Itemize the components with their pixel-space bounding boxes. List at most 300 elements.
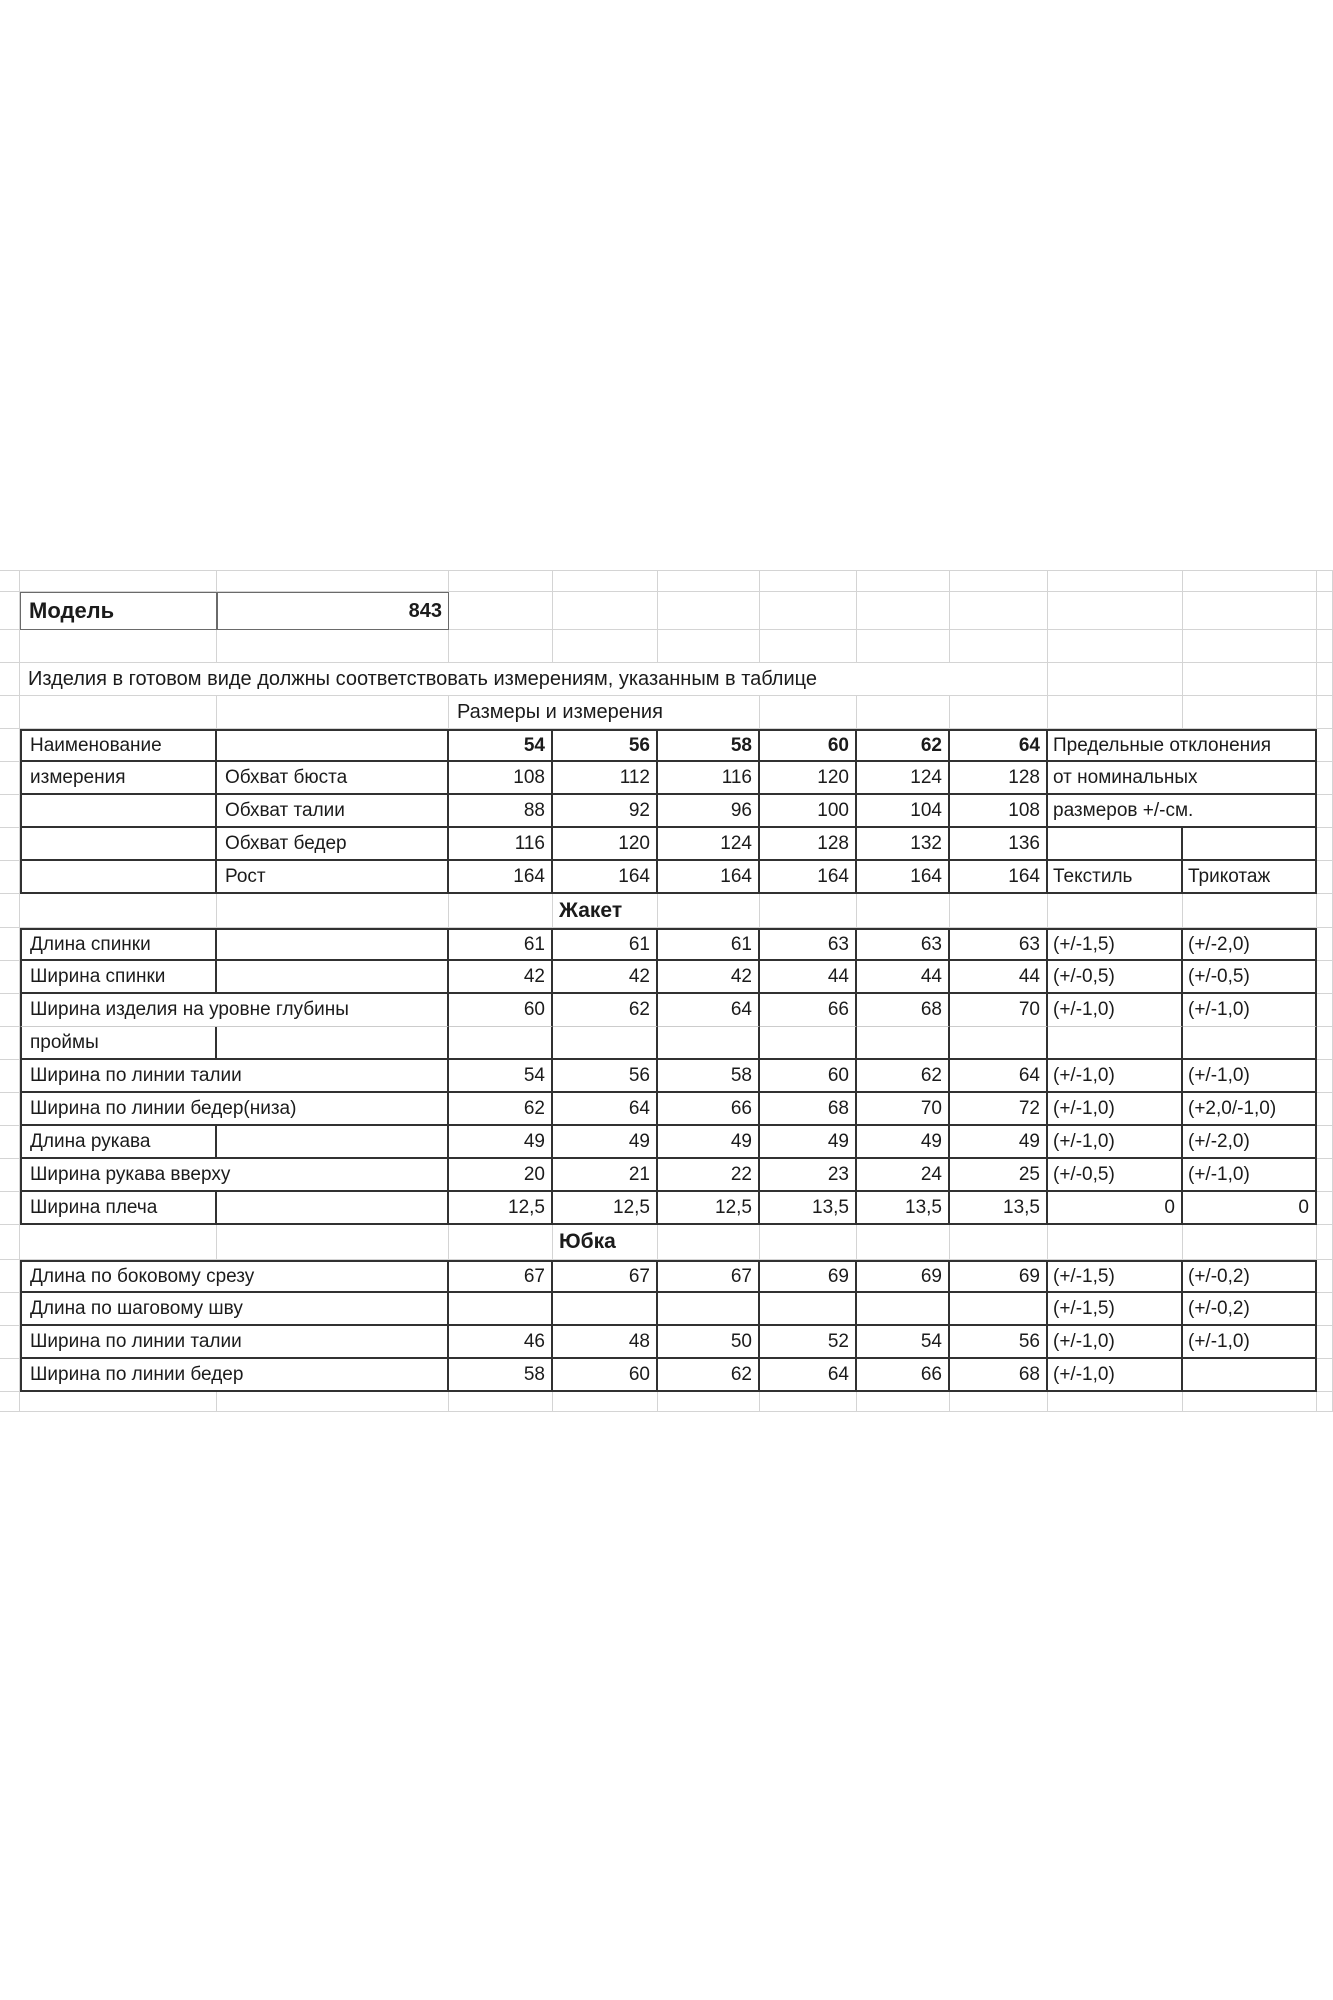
table-row (0, 928, 1333, 961)
grid-cell (658, 1225, 760, 1260)
grid-cell (1048, 696, 1183, 729)
grid-cell (1317, 861, 1333, 894)
grid-cell (1317, 696, 1333, 729)
value-cell: 69 (857, 1260, 950, 1293)
value-cell: 56 (553, 1060, 658, 1093)
value-cell: 20 (449, 1159, 553, 1192)
value-cell: 132 (857, 828, 950, 861)
row-subname-cell (217, 1027, 449, 1060)
value-cell: 128 (760, 828, 857, 861)
tolerance-cell-2: 0 (1183, 1192, 1317, 1225)
header-row (0, 729, 1333, 762)
section-label-skirt: Юбка (553, 1225, 658, 1260)
value-cell: 49 (857, 1126, 950, 1159)
grid-cell (20, 1392, 217, 1412)
grid-cell (1317, 828, 1333, 861)
value-cell: 164 (658, 861, 760, 894)
grid-cell (1317, 1359, 1333, 1392)
grid-cell (857, 630, 950, 663)
tolerance-cell-2: (+/-1,0) (1183, 1326, 1317, 1359)
value-cell: 88 (449, 795, 553, 828)
grid-cell (658, 894, 760, 928)
measure-row (0, 762, 1333, 795)
size-table-sheet (0, 570, 1333, 1412)
table-row (0, 1326, 1333, 1359)
tolerance-cell-1: (+/-1,0) (1048, 1093, 1183, 1126)
grid-cell (449, 592, 553, 630)
row-subname-cell: Обхват бедер (217, 828, 449, 861)
grid-cell (1317, 1192, 1333, 1225)
value-cell: 13,5 (760, 1192, 857, 1225)
grid-cell (20, 894, 217, 928)
value-cell: 164 (449, 861, 553, 894)
grid-cell (217, 894, 449, 928)
value-cell: 120 (553, 828, 658, 861)
row-subname-cell (217, 1192, 449, 1225)
grid-cell (1317, 1326, 1333, 1359)
value-cell: 12,5 (658, 1192, 760, 1225)
grid-cell (0, 961, 20, 994)
section-label-jacket: Жакет (553, 894, 658, 928)
value-cell (760, 1293, 857, 1326)
value-cell: 68 (760, 1093, 857, 1126)
value-cell: 62 (857, 1060, 950, 1093)
grid-cell (1317, 795, 1333, 828)
tolerance-cell-1 (1048, 1027, 1183, 1060)
grid-cell (950, 592, 1048, 630)
grid-cell (760, 894, 857, 928)
value-cell: 164 (760, 861, 857, 894)
row-name-cell: Ширина по линии бедер(низа) (20, 1093, 449, 1126)
grid-cell (0, 894, 20, 928)
grid-cell (1317, 592, 1333, 630)
sheet-row (0, 630, 1333, 663)
grid-cell (857, 592, 950, 630)
grid-cell (658, 592, 760, 630)
value-cell: 66 (658, 1093, 760, 1126)
grid-cell (1317, 1392, 1333, 1412)
grid-cell (0, 663, 20, 696)
value-cell: 66 (857, 1359, 950, 1392)
value-cell: 70 (950, 994, 1048, 1027)
grid-cell (217, 1225, 449, 1260)
value-cell: 42 (449, 961, 553, 994)
grid-cell (760, 1392, 857, 1412)
tolerance-cell-1: 0 (1048, 1192, 1183, 1225)
tolerance-cell-1: (+/-1,0) (1048, 1060, 1183, 1093)
header-size-cell: 62 (857, 729, 950, 762)
value-cell: 21 (553, 1159, 658, 1192)
table-row (0, 1093, 1333, 1126)
value-cell: 64 (658, 994, 760, 1027)
tolerance-cell-2: (+/-0,2) (1183, 1260, 1317, 1293)
grid-cell (1048, 663, 1183, 696)
value-cell: 92 (553, 795, 658, 828)
value-cell: 61 (553, 928, 658, 961)
tolerance-cell-1: (+/-0,5) (1048, 961, 1183, 994)
value-cell: 104 (857, 795, 950, 828)
grid-cell (950, 894, 1048, 928)
value-cell (658, 1027, 760, 1060)
grid-cell (553, 592, 658, 630)
grid-cell (950, 1225, 1048, 1260)
value-cell: 70 (857, 1093, 950, 1126)
grid-cell (857, 1392, 950, 1412)
header-name-cell: Наименование (20, 729, 217, 762)
value-cell: 60 (449, 994, 553, 1027)
tolerance-cell-2: (+/-1,0) (1183, 994, 1317, 1027)
grid-cell (553, 570, 658, 592)
grid-cell (1183, 570, 1317, 592)
grid-cell (1183, 1392, 1317, 1412)
grid-cell (1317, 1225, 1333, 1260)
value-cell: 64 (553, 1093, 658, 1126)
grid-cell (1317, 1159, 1333, 1192)
grid-cell (857, 570, 950, 592)
value-cell (760, 1027, 857, 1060)
value-cell: 67 (449, 1260, 553, 1293)
value-cell: 62 (553, 994, 658, 1027)
tolerance-cell-1: (+/-1,0) (1048, 994, 1183, 1027)
value-cell: 22 (658, 1159, 760, 1192)
measure-row (0, 828, 1333, 861)
grid-cell (1317, 1027, 1333, 1060)
row-name-cell: Длина рукава (20, 1126, 217, 1159)
value-cell: 68 (857, 994, 950, 1027)
grid-cell (20, 630, 217, 663)
value-cell: 60 (553, 1359, 658, 1392)
grid-cell (0, 696, 20, 729)
row-name-cell (20, 795, 217, 828)
value-cell (553, 1027, 658, 1060)
value-cell: 13,5 (857, 1192, 950, 1225)
grid-cell (1317, 630, 1333, 663)
table-row (0, 1126, 1333, 1159)
value-cell: 54 (857, 1326, 950, 1359)
grid-cell (1183, 592, 1317, 630)
grid-cell (1048, 630, 1183, 663)
grid-cell (0, 1027, 20, 1060)
tolerance-cell-2: (+/-0,2) (1183, 1293, 1317, 1326)
grid-cell (0, 928, 20, 961)
grid-cell (0, 630, 20, 663)
value-cell: 68 (950, 1359, 1048, 1392)
header-size-cell: 54 (449, 729, 553, 762)
grid-cell (1317, 1060, 1333, 1093)
grid-cell (20, 1225, 217, 1260)
grid-cell (950, 1392, 1048, 1412)
value-cell: 49 (760, 1126, 857, 1159)
value-cell: 58 (449, 1359, 553, 1392)
tolerance-cell-1: (+/-0,5) (1048, 1159, 1183, 1192)
grid-cell (658, 630, 760, 663)
grid-cell (760, 630, 857, 663)
grid-cell (0, 828, 20, 861)
value-cell: 124 (857, 762, 950, 795)
value-cell: 100 (760, 795, 857, 828)
row-name-cell: Ширина рукава вверху (20, 1159, 449, 1192)
value-cell (449, 1293, 553, 1326)
section-row-jacket (0, 894, 1333, 928)
grid-cell (0, 1326, 20, 1359)
value-cell: 60 (760, 1060, 857, 1093)
row-subname-cell (217, 961, 449, 994)
grid-cell (449, 1392, 553, 1412)
grid-cell (553, 1392, 658, 1412)
tolerance-cell-1: (+/-1,0) (1048, 1359, 1183, 1392)
row-subname-cell (217, 1126, 449, 1159)
grid-cell (760, 1225, 857, 1260)
header-empty-cell (217, 729, 449, 762)
value-cell: 64 (760, 1359, 857, 1392)
row-name-cell: Ширина по линии талии (20, 1060, 449, 1093)
sheet-row (0, 1392, 1333, 1412)
model-row (0, 592, 1333, 630)
row-name-cell: Длина спинки (20, 928, 217, 961)
measure-row (0, 861, 1333, 894)
grid-cell (0, 729, 20, 762)
value-cell (553, 1293, 658, 1326)
value-cell: 24 (857, 1159, 950, 1192)
grid-cell (760, 696, 857, 729)
table-row (0, 1192, 1333, 1225)
value-cell: 62 (658, 1359, 760, 1392)
value-cell: 23 (760, 1159, 857, 1192)
grid-cell (0, 795, 20, 828)
row-name-cell: Ширина изделия на уровне глубины (20, 994, 449, 1027)
grid-cell (0, 1126, 20, 1159)
row-name-cell: Ширина по линии бедер (20, 1359, 449, 1392)
grid-cell (449, 894, 553, 928)
grid-cell (20, 570, 217, 592)
value-cell: 46 (449, 1326, 553, 1359)
tolerance-cell-2 (1183, 828, 1317, 861)
grid-cell (0, 592, 20, 630)
value-cell: 67 (553, 1260, 658, 1293)
grid-cell (0, 861, 20, 894)
value-cell: 136 (950, 828, 1048, 861)
grid-cell (857, 696, 950, 729)
value-cell: 12,5 (449, 1192, 553, 1225)
row-name-cell: Ширина плеча (20, 1192, 217, 1225)
value-cell: 67 (658, 1260, 760, 1293)
grid-cell (1183, 696, 1317, 729)
table-row (0, 1260, 1333, 1293)
grid-cell (449, 630, 553, 663)
value-cell: 164 (857, 861, 950, 894)
table-row (0, 1293, 1333, 1326)
value-cell: 108 (449, 762, 553, 795)
grid-cell (1183, 663, 1317, 696)
grid-cell (1317, 994, 1333, 1027)
value-cell: 56 (950, 1326, 1048, 1359)
table-row (0, 1060, 1333, 1093)
value-cell: 61 (449, 928, 553, 961)
header-size-cell: 64 (950, 729, 1048, 762)
value-cell: 63 (857, 928, 950, 961)
grid-cell (217, 696, 449, 729)
value-cell: 44 (760, 961, 857, 994)
header-size-cell: 56 (553, 729, 658, 762)
grid-cell (658, 570, 760, 592)
value-cell (950, 1027, 1048, 1060)
grid-cell (1183, 1225, 1317, 1260)
row-name-cell: Ширина по линии талии (20, 1326, 449, 1359)
value-cell: 49 (950, 1126, 1048, 1159)
grid-cell (0, 1159, 20, 1192)
measure-row (0, 795, 1333, 828)
tolerance-cell-2: (+/-1,0) (1183, 1060, 1317, 1093)
grid-cell (1048, 1225, 1183, 1260)
value-cell: 63 (950, 928, 1048, 961)
value-cell: 42 (553, 961, 658, 994)
value-cell: 112 (553, 762, 658, 795)
grid-cell (950, 630, 1048, 663)
grid-cell (1048, 894, 1183, 928)
tolerance-cell-2: (+2,0/-1,0) (1183, 1093, 1317, 1126)
value-cell (950, 1293, 1048, 1326)
tolerance-cell-2: (+/-2,0) (1183, 928, 1317, 961)
grid-cell (1317, 961, 1333, 994)
value-cell: 61 (658, 928, 760, 961)
grid-cell (1317, 928, 1333, 961)
grid-cell (857, 894, 950, 928)
grid-cell (1317, 663, 1333, 696)
table-row (0, 1159, 1333, 1192)
value-cell: 44 (950, 961, 1048, 994)
value-cell: 128 (950, 762, 1048, 795)
grid-cell (0, 1225, 20, 1260)
row-name-cell: Длина по боковому срезу (20, 1260, 449, 1293)
sheet-row (0, 570, 1333, 592)
tolerance-cell-1: (+/-1,5) (1048, 1293, 1183, 1326)
grid-cell (553, 630, 658, 663)
grid-cell (20, 696, 217, 729)
value-cell: 49 (449, 1126, 553, 1159)
value-cell: 69 (950, 1260, 1048, 1293)
grid-cell (1317, 570, 1333, 592)
grid-cell (1048, 570, 1183, 592)
grid-cell (0, 1060, 20, 1093)
grid-cell (449, 1225, 553, 1260)
value-cell: 62 (449, 1093, 553, 1126)
value-cell: 25 (950, 1159, 1048, 1192)
value-cell (857, 1293, 950, 1326)
grid-cell (1317, 1126, 1333, 1159)
value-cell: 49 (658, 1126, 760, 1159)
grid-cell (0, 1392, 20, 1412)
grid-cell (0, 570, 20, 592)
grid-cell (217, 1392, 449, 1412)
row-name-cell: Ширина спинки (20, 961, 217, 994)
value-cell: 116 (449, 828, 553, 861)
tolerance-cell-1 (1048, 828, 1183, 861)
value-cell (857, 1027, 950, 1060)
value-cell: 13,5 (950, 1192, 1048, 1225)
grid-cell (1048, 592, 1183, 630)
value-cell: 96 (658, 795, 760, 828)
tolerance-cell-2 (1183, 1359, 1317, 1392)
grid-cell (1317, 762, 1333, 795)
tolerance-textile-cell: Текстиль (1048, 861, 1183, 894)
grid-cell (950, 696, 1048, 729)
value-cell: 54 (449, 1060, 553, 1093)
tolerance-knit-cell: Трикотаж (1183, 861, 1317, 894)
grid-cell (950, 570, 1048, 592)
value-cell: 64 (950, 1060, 1048, 1093)
header-tolerance-cell: Предельные отклонения (1048, 729, 1317, 762)
grid-cell (658, 1392, 760, 1412)
table-row (0, 961, 1333, 994)
grid-cell (0, 1293, 20, 1326)
grid-cell (0, 994, 20, 1027)
row-name-cell: Длина по шаговому шву (20, 1293, 449, 1326)
table-row (0, 1359, 1333, 1392)
value-cell: 49 (553, 1126, 658, 1159)
row-name-cell (20, 828, 217, 861)
tolerance-span-cell: от номинальных (1048, 762, 1317, 795)
row-name-cell (20, 861, 217, 894)
header-size-cell: 60 (760, 729, 857, 762)
grid-cell (1317, 1293, 1333, 1326)
model-label-cell: Модель (20, 592, 217, 630)
tolerance-cell-2: (+/-0,5) (1183, 961, 1317, 994)
value-cell (658, 1293, 760, 1326)
value-cell: 50 (658, 1326, 760, 1359)
value-cell: 12,5 (553, 1192, 658, 1225)
value-cell: 42 (658, 961, 760, 994)
grid-cell (1317, 1093, 1333, 1126)
grid-cell (0, 1359, 20, 1392)
value-cell: 120 (760, 762, 857, 795)
value-cell: 63 (760, 928, 857, 961)
row-name-cell: проймы (20, 1027, 217, 1060)
table-title-cell: Размеры и измерения (449, 696, 760, 729)
value-cell: 48 (553, 1326, 658, 1359)
tolerance-span-cell: размеров +/-см. (1048, 795, 1317, 828)
value-cell: 66 (760, 994, 857, 1027)
grid-cell (1317, 1260, 1333, 1293)
row-subname-cell: Рост (217, 861, 449, 894)
value-cell: 164 (950, 861, 1048, 894)
tolerance-cell-1: (+/-1,5) (1048, 1260, 1183, 1293)
tolerance-cell-1: (+/-1,0) (1048, 1326, 1183, 1359)
grid-cell (760, 592, 857, 630)
value-cell: 124 (658, 828, 760, 861)
header-size-cell: 58 (658, 729, 760, 762)
note-row (0, 663, 1333, 696)
row-name-cell: измерения (20, 762, 217, 795)
table-row (0, 994, 1333, 1027)
tolerance-cell-1: (+/-1,0) (1048, 1126, 1183, 1159)
tolerance-cell-1: (+/-1,5) (1048, 928, 1183, 961)
table-row (0, 1027, 1333, 1060)
value-cell: 72 (950, 1093, 1048, 1126)
grid-cell (1317, 894, 1333, 928)
row-subname-cell: Обхват талии (217, 795, 449, 828)
row-subname-cell (217, 928, 449, 961)
value-cell: 58 (658, 1060, 760, 1093)
value-cell: 164 (553, 861, 658, 894)
value-cell: 69 (760, 1260, 857, 1293)
grid-cell (1317, 729, 1333, 762)
grid-cell (0, 1093, 20, 1126)
value-cell: 44 (857, 961, 950, 994)
tolerance-cell-2: (+/-2,0) (1183, 1126, 1317, 1159)
grid-cell (1048, 1392, 1183, 1412)
note-cell: Изделия в готовом виде должны соответствовать измерениям, указанным в таблице (20, 663, 1048, 696)
grid-cell (1183, 894, 1317, 928)
